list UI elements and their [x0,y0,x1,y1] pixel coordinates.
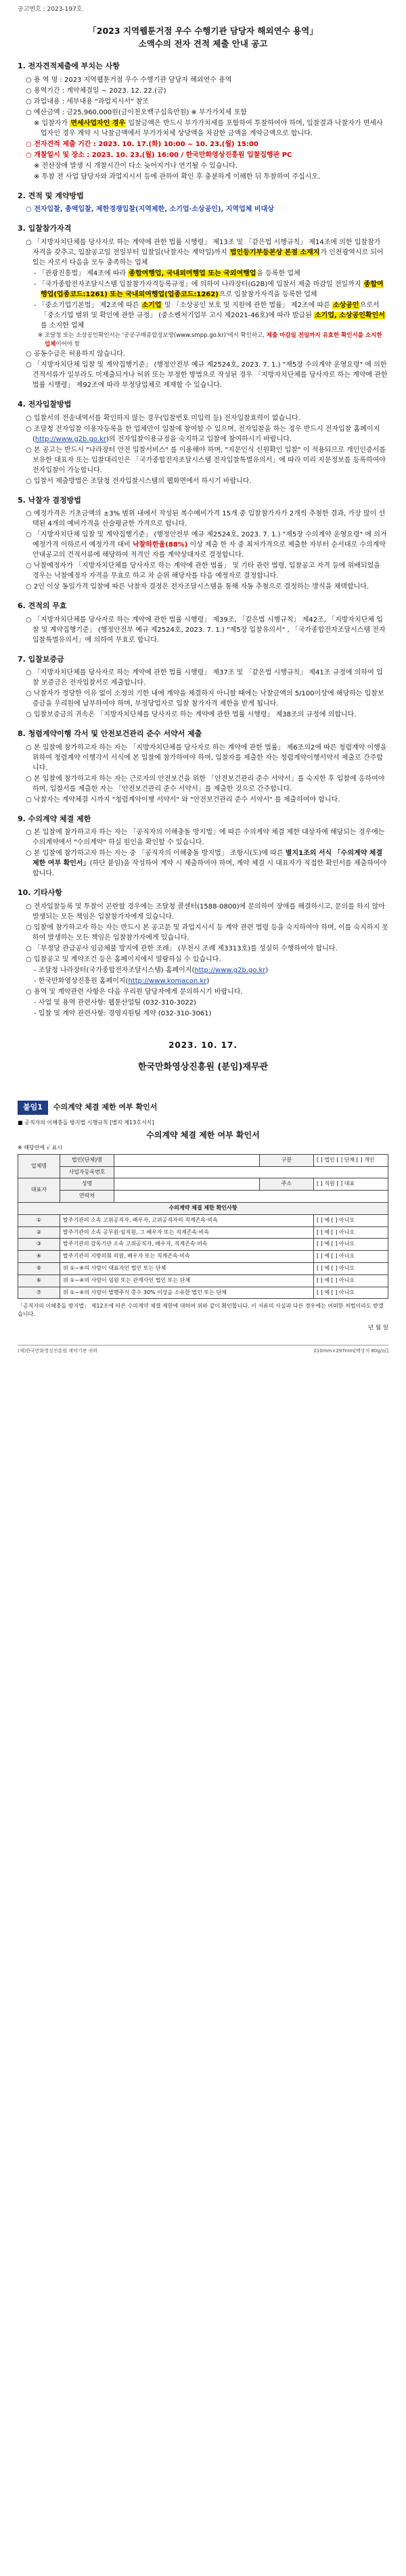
form-bottom [18,1345,388,1355]
bid-bond-note-1: ○ 「지방자치단체를 당사자로 하는 계약에 관한 법률 시행령」 제37조 및 「같은법 시행규칙」 제41조 규정에 의하여 입찰 보증금은 전자입찰서로 제출합니다. [26,669,383,687]
g2b-homepage-link[interactable]: http://www.g2b.go.kr [194,966,266,974]
bid-bond-note-3: ○ 입찰보증금의 귀속은 「지방자치단체를 당사자로 하는 계약에 관한 법률 시행령」 제38조의 규정에 의합니다. [26,711,357,719]
invalid-bid-note: ○ 「지방자치단체를 당사자로 하는 계약에 관한 법률 시행령」 제39조, 「같은법 시행규칙」 제42조, 「지방자치단체 입찰 및 계약집행기준」 (행정안전부 예규 제2524호, 2023. 7. 1.) "제5장 입찰유의서" , 「국가종합전자조달시스템 전자입찰특별유의서」에 의하여 무효로 합니다. [26,616,386,644]
check-row [18,1287,388,1299]
check-text: 위 ①~④의 사람이 임원 또는 관계사인 법인 또는 단체 [60,1274,314,1287]
sanction-note: ○ 「지방자치단체 입찰 및 계약집행기준」 (행정안전부 예규 제2524호, 2023. 7. 1.) "제5장 수의계약 운영요령" 에 의한 견적서류가 일부라도 미제출되거나 허위 또는 부정한 방법으로 작성된 경우 「지방자치단체를 당사자로 하는 계약에 관한 법률 시행령」 제92조에 따라 부정당업체로 제재할 수 있습니다. [26,361,388,390]
rep-name-label: 성명 [60,1178,114,1191]
check-no: ③ [18,1239,60,1251]
check-answer[interactable]: [ ] 예 [ ] 아니오 [314,1214,388,1226]
section-9-heading: 9. 수의계약 체결 제한 [18,814,91,823]
section-8 [18,729,388,805]
section-7 [18,654,388,720]
section-4 [18,399,388,486]
check-answer[interactable]: [ ] 예 [ ] 아니오 [314,1251,388,1263]
restriction-note-1: ○ 본 입찰에 참가하고자 하는 자는 「공직자의 이해충돌 방지법」에 따른 수의계약 체결 제한 대상자에 해당되는 경우에는 수의계약에서 "수의계약" 하실 원인을 확인할 수 있습니다. [26,829,385,847]
rep-label: 대표자 [18,1178,60,1203]
check-no: ⑦ [18,1287,60,1299]
g2b-homepage: - 조달청 나라장터(국가종합전자조달시스템) 홈페이지(http://www.g2b.go.kr) [34,966,269,974]
section-5-heading: 5. 낙찰자 결정방법 [18,495,81,505]
fingerprint-note: ○ 본 공고는 반드시 "나라장터 안전 입찰서비스" 를 이용해야 하며, "지문인식 신원확인 입찰" 이 적용되므로 개인인증서를 보유한 대표자 또는 입찰대리인은 「국가종합전자조달시스템 전자입찰특별유의서」에 따라 미리 지문정보를 등록하여야 전자입찰이 가능합니다. [26,446,386,474]
rep-check[interactable]: [ ] 직원 [ ] 대표 [314,1178,388,1191]
paper-spec: 210mm×297mm[백상지 80g/㎡] [313,1348,388,1354]
notice-date: 2023. 10. 17. [168,1040,238,1050]
notice-title [18,24,388,51]
check-no: ⑥ [18,1274,60,1287]
etc-note-2: ○ 입찰에 참가하고자 하는 자는 반드시 본 공고문 및 과업지시서 등 계약 관련 법령 등을 숙지하여야 하며, 이를 숙지하지 못하여 발생하는 모든 책임은 입찰참가자에게 있습니다. [26,923,388,942]
annex-header [18,1101,388,1115]
section-10 [18,888,388,1019]
company-regno-label: 사업자등록번호 [60,1166,114,1178]
section-6 [18,601,388,645]
eligibility-small-business: - 「중소기업기본법」 제2조에 따른 소기업 및 「소상공인 보호 및 지원에 관한 법률」 제2조에 따른 소상공인으로서 「중소기업 범위 및 확인에 관한 규정」 (중소벤처기업부 고시 제2021-46호)에 따라 발급된 소기업, 소상공인확인서를 소지한 업체 [34,301,385,329]
g2b-link[interactable]: http://www.g2b.go.kr [35,435,106,443]
etc-note-3: ○ 「부정당 관급공사 임금체불 방지에 관한 조례」 (부천시 조례 제3313호)를 성실히 수행하여야 합니다. [26,944,338,952]
check-text: 발주기관의 감독기관 소속 고위공직자, 배우자, 직계존속·비속 [60,1239,314,1251]
check-answer[interactable]: [ ] 예 [ ] 아니오 [314,1239,388,1251]
check-no: ② [18,1226,60,1239]
task-content: ○ 과업내용 : 세부내용 "과업지시서" 참조 [26,97,150,106]
section-1-heading: 1. 전자견적제출에 부치는 사항 [18,62,120,71]
check-answer[interactable]: [ ] 예 [ ] 아니오 [314,1287,388,1299]
pre-bid-note: ※ 투찰 전 사업 담당자와 과업지시서 등에 관하여 확인 후 충분하게 이해한 뒤 투찰하여 주십시오. [34,172,321,181]
section-3 [18,223,388,390]
annex-tag: 붙임1 [18,1101,48,1115]
check-row [18,1262,388,1274]
eligibility-main: ○ 「지방자치단체를 당사자로 하는 계약에 관한 법률 시행령」 제13조 및 「같은법 시행규칙」 제14조에 의한 입찰참가 자격을 갖추고, 입찰공고일 전일부터 입찰일(낙찰자는 계약일)까지 법인등기부등본상 본점 소재지가 인천광역시로 되어 있는 자로서 다음을 모두 충족하는 업체 [26,238,384,267]
section-9 [18,814,388,879]
etc-note-4: ○ 입찰공고 및 계약조건 등은 홈페이지에서 열람하실 수 있습니다. [26,955,221,963]
notice-number: 공고번호 : 2023-197호 [18,6,83,13]
form-title: 수의계약 체결 제한 여부 확인서 [146,1130,260,1140]
bid-transmission-note: ○ 입찰서의 전송내역서를 확인하지 않는 경우(입찰번호 미입력 등) 전자입찰효력이 없습니다. [26,414,300,422]
section-5 [18,495,388,593]
komacon-link[interactable]: http://www.komacon.kr [128,977,207,985]
etc-note-1: ○ 전자입찰등록 및 투찰이 곤란할 경우에는 조달청 콜센터(1588-0800)에 문의하여 장애를 해결하시고, 문의를 하지 않아 발생되는 모든 책임은 입찰참가자에게 있습니다. [26,902,385,921]
title-line-1: 「2023 지역웹툰거점 우수 수행기관 담당자 해외연수 용역」 [88,25,318,36]
check-row [18,1214,388,1226]
section-6-heading: 6. 견적의 무효 [18,601,67,611]
submission-period: ○ 전자견적 제출 기간 : 2023. 10. 17.(화) 10:00 ~ 10. 23.(월) 15:00 [26,140,258,148]
check-text: 발주기관의 소속 공무원·임직원, 그 배우자 또는 직계존속·비속 [60,1226,314,1239]
tie-break-note: ○ 2인 이상 동일가격 입찰에 따른 낙찰자 결정은 전자조달시스템을 통해 자동 추첨으로 결정하는 방식을 채택합니다. [26,583,369,591]
winner-decision-note: ○ 「지방자치단체 입찰 및 계약집행기준」 (행정안전부 예규 제2524호, 2023. 7. 1.) "제5장 수의계약 운영요령" 에 의거 예정가격 이하로서 예정가격 대비 낙찰하한율(88%) 이상 제출 한 자 중 최저가격으로 제출한 자부터 순서대로 수의계약 안내공고의 견적서류에 해당하여 적격인 자를 계약상대자로 결정합니다. [26,531,387,559]
check-answer[interactable]: [ ] 예 [ ] 아니오 [314,1262,388,1274]
check-no: ⑤ [18,1262,60,1274]
form-hint: ※ 해당란에 √ 표시 [18,1144,62,1151]
joint-bidding-note: ○ 공동수급은 허용하지 않습니다. [26,350,126,359]
system-failure-note: ※ 전산장애 발생 시 개찰시간이 다소 늦어지거나 연기될 수 있습니다. [34,162,238,170]
title-line-2: 소액수의 전자 견적 제출 안내 공고 [138,38,268,49]
check-no: ④ [18,1251,60,1263]
form-date-line: 년 월 일 [367,1325,388,1332]
tax-note: ※ 입찰자가 면세사업자인 경우 입찰금액은 반드시 부가가치세를 포함하여 투찰하여야 하며, 입찰결과 낙찰자가 면세사업자인 경우 계약 시 낙찰금액에서 부가가치세 상당액을 차감한 금액을 계약금액으로 합니다. [34,119,383,137]
form-row-check-header [18,1202,388,1214]
confirmation-form [18,1154,388,1300]
integrity-note-2: ○ 본 입찰에 참가하고자 하는 자는 근로자의 안전보건을 위한 「안전보건관리 준수 서약서」를 숙지한 후 입찰에 응하여야 하며, 입찰서를 제출한 자는 「안전보건관리 준수 서약서」를 제출한 것으로 간주합니다. [26,775,385,793]
company-regno-field[interactable] [114,1166,388,1178]
service-period: ○ 용역기간 : 계약체결일 ~ 2023. 12. 22.(금) [26,87,166,95]
contact-intro: ○ 용역 및 계약관련 사항은 다음 우리원 담당자에게 문의하시기 바랍니다. [26,988,243,996]
form-row-company [18,1154,388,1166]
issuing-organization: 한국만화영상진흥원 (분임)재무관 [137,1061,269,1072]
check-answer[interactable]: [ ] 예 [ ] 아니오 [314,1226,388,1239]
form-row-contact [18,1191,388,1203]
bid-bond-note-2: ○ 낙찰자가 정당한 이유 없이 소정의 기한 내에 계약을 체결하지 아니할 때에는 낙찰금액의 5/100이상에 해당하는 입찰보증금을 우리원에 납부하여야 하며, 부정당업자로 입찰 참가자격 제한을 받게 됩니다. [26,690,384,708]
section-1 [18,61,388,182]
check-text: 위 ①~④의 사람이 발행주식 총수 30% 이상을 소유한 법인 또는 단체 [60,1287,314,1299]
contact-label: 연락처 [60,1191,114,1203]
restriction-note-2: ○ 본 입찰에 참가하고자 하는 자는 중 「공직자의 이해충돌 방지법」 조항시(도)에 따른 별지1조의 서식 「수의계약 체결 제한 여부 확인서」(하단 붙임)을 작성하여 계약 시 제출하여야 하며, 계약 체결 시 대표자가 직접한 확인서를 제출하여야 합니다. [26,850,387,878]
estimated-price-note: ○ 예정가격은 기초금액의 ±3% 범위 내에서 작성된 복수예비가격 15개 중 입찰참가자가 2개씩 추첨한 결과, 가장 많이 선택된 4개의 예비가격을 산술평균한 가격으로 합니다. [26,510,386,528]
disqualification-note: ○ 낙찰예정자가 「지방자치단체를 당사자로 하는 계약에 관한 법률」 및 기타 관련 법령, 입찰공고 자격 등에 위배되었을 경우는 낙찰예정자 자격을 무효로 하고 차 순위 해당자를 다음 예정자로 결정합니다. [26,562,380,580]
check-row [18,1274,388,1287]
company-label: 업체명 [18,1154,60,1178]
certificate-note: ※ 조달청 또는 소상공인확인서는 '공공구매종합정보망(www.smpp.go.kr)'에서 확인하고, 제출 마감일 전일까지 유효한 확인서를 소지한 업체이어야 함 [38,331,382,348]
form-addressee: (재)한국만화영상진흥원 계약기관 귀하 [18,1348,98,1354]
eligibility-travel: - 「관광진흥법」 제4조에 따라 종합여행업, 국내외여행업 또는 국외여행업을 등록한 업체 [34,269,300,277]
company-name-field[interactable] [114,1154,260,1166]
company-name-label: 법인(단체)명 [60,1154,114,1166]
check-row [18,1226,388,1239]
check-text: 위 ①~④의 사람이 대표자인 법인 또는 단체 [60,1262,314,1274]
eligibility-g2b: - 「국가종합전자조달시스템 입찰참가자격등록규정」에 의하여 나라장터(G2B)에 입찰서 제출 마감일 전일까지 종합여행업(업종코드:1261) 또는 국내외여행업(업종코드:1262)으로 입찰참가자격을 등록한 업체 [34,280,384,298]
rep-name-field[interactable] [114,1178,260,1191]
section-2 [18,191,388,215]
section-10-heading: 10. 기타사항 [18,888,62,898]
submission-method-note: ○ 입찰서 제출방법은 조달청 전자입찰시스템의 웹화면에서 하시기 바랍니다. [26,477,252,485]
check-answer[interactable]: [ ] 예 [ ] 아니오 [314,1274,388,1287]
check-row [18,1251,388,1263]
check-no: ① [18,1214,60,1226]
company-kind-check[interactable]: [ ] 법인 [ ] 단체 [ ] 개인 [314,1154,388,1166]
komacon-homepage: - 한국만화영상진흥원 홈페이지(http://www.komacon.kr) [34,977,210,985]
contact-contract: - 입찰 및 계약 관련사항: 경영지원팀 계약 (032-310-3061) [34,1009,212,1017]
section-4-heading: 4. 전자입찰방법 [18,400,72,409]
check-text: 발주기관의 소속 고위공직자, 배우자, 고위공직자의 직계존속·비속 [60,1214,314,1226]
form-row-regno [18,1166,388,1178]
section-7-heading: 7. 입찰보증금 [18,654,64,664]
g2b-registration-note: ○ 조달청 전자입찰 이용자등록을 한 업체만이 입찰에 참여할 수 있으며, 전자입찰을 하는 경우 반드시 전자입찰 홈페이지(http://www.g2b.go.kr)의 전자입찰이용규정을 숙지하고 입찰에 참여하시기 바랍니다. [26,425,380,443]
form-declaration: 「공직자의 이해충돌 방지법」 제12조에 따른 수의계약 체결 제한에 대하여 위와 같이 확인합니다. 이 서류의 사실과 다른 경우에는 어떠한 처벌이라도 받겠습니다. [18,1303,384,1318]
contact-project: - 사업 및 용역 관련사항: 웹툰산업팀 (032-310-3022) [34,998,196,1007]
check-header: 수의계약 체결 제한 확인사항 [18,1202,388,1214]
section-2-heading: 2. 견적 및 계약방법 [18,191,84,200]
check-text: 발주기관의 지방의회 의원, 배우자 또는 직계존속·비속 [60,1251,314,1263]
annex-title: 수의계약 체결 제한 여부 확인서 [53,1103,158,1112]
check-row [18,1239,388,1251]
service-name: ○ 용 역 명 : 2023 지역웹툰거점 우수 수행기관 담당자 해외연수 용역 [26,76,232,84]
annex [18,1101,388,1354]
contract-method: ○ 전자입찰, 총액입찰, 제한경쟁입찰(지역제한, 소기업·소상공인), 지역업체 비대상 [26,206,274,214]
integrity-note-3: ○ 낙찰자는 계약체결 시까지 "청렴계약이행 서약서" 와 "안전보건관리 준수 서약서" 를 제출하여야 합니다. [26,796,340,804]
rep-addr-label: 주소 [260,1178,314,1191]
contact-field[interactable] [114,1191,388,1203]
annex-form-reference: ■ 공직자의 이해충돌 방지법 시행규칙 [별지 제13호서식] [18,1119,154,1126]
opening-datetime: ○ 개찰일시 및 장소 : 2023. 10. 23.(월) 16:00 / 한국만화영상진흥원 입찰집행관 PC [26,151,292,159]
budget: ○ 예산금액 : 금25,960,000원(금이천오백구십육만원) ※ 부가가치세 포함 [26,108,247,116]
section-8-heading: 8. 청렴계약이행 각서 및 안전보건관리 준수 서약서 제출 [18,729,202,739]
section-3-heading: 3. 입찰참가자격 [18,224,72,233]
integrity-note-1: ○ 본 입찰에 참가하고자 하는 자는 「지방자치단체를 당사자로 하는 계약에 관한 법률」 제6조의2에 따른 청렴계약 이행을 위하여 청렴계약 이행각서 서식에 본 입찰에 참가하여야 하며, 입찰자를 제출한 자는 청렴계약이행서약서 제출로 간주합니다. [26,743,387,772]
company-kind-label: 구분 [260,1154,314,1166]
form-row-rep [18,1178,388,1191]
